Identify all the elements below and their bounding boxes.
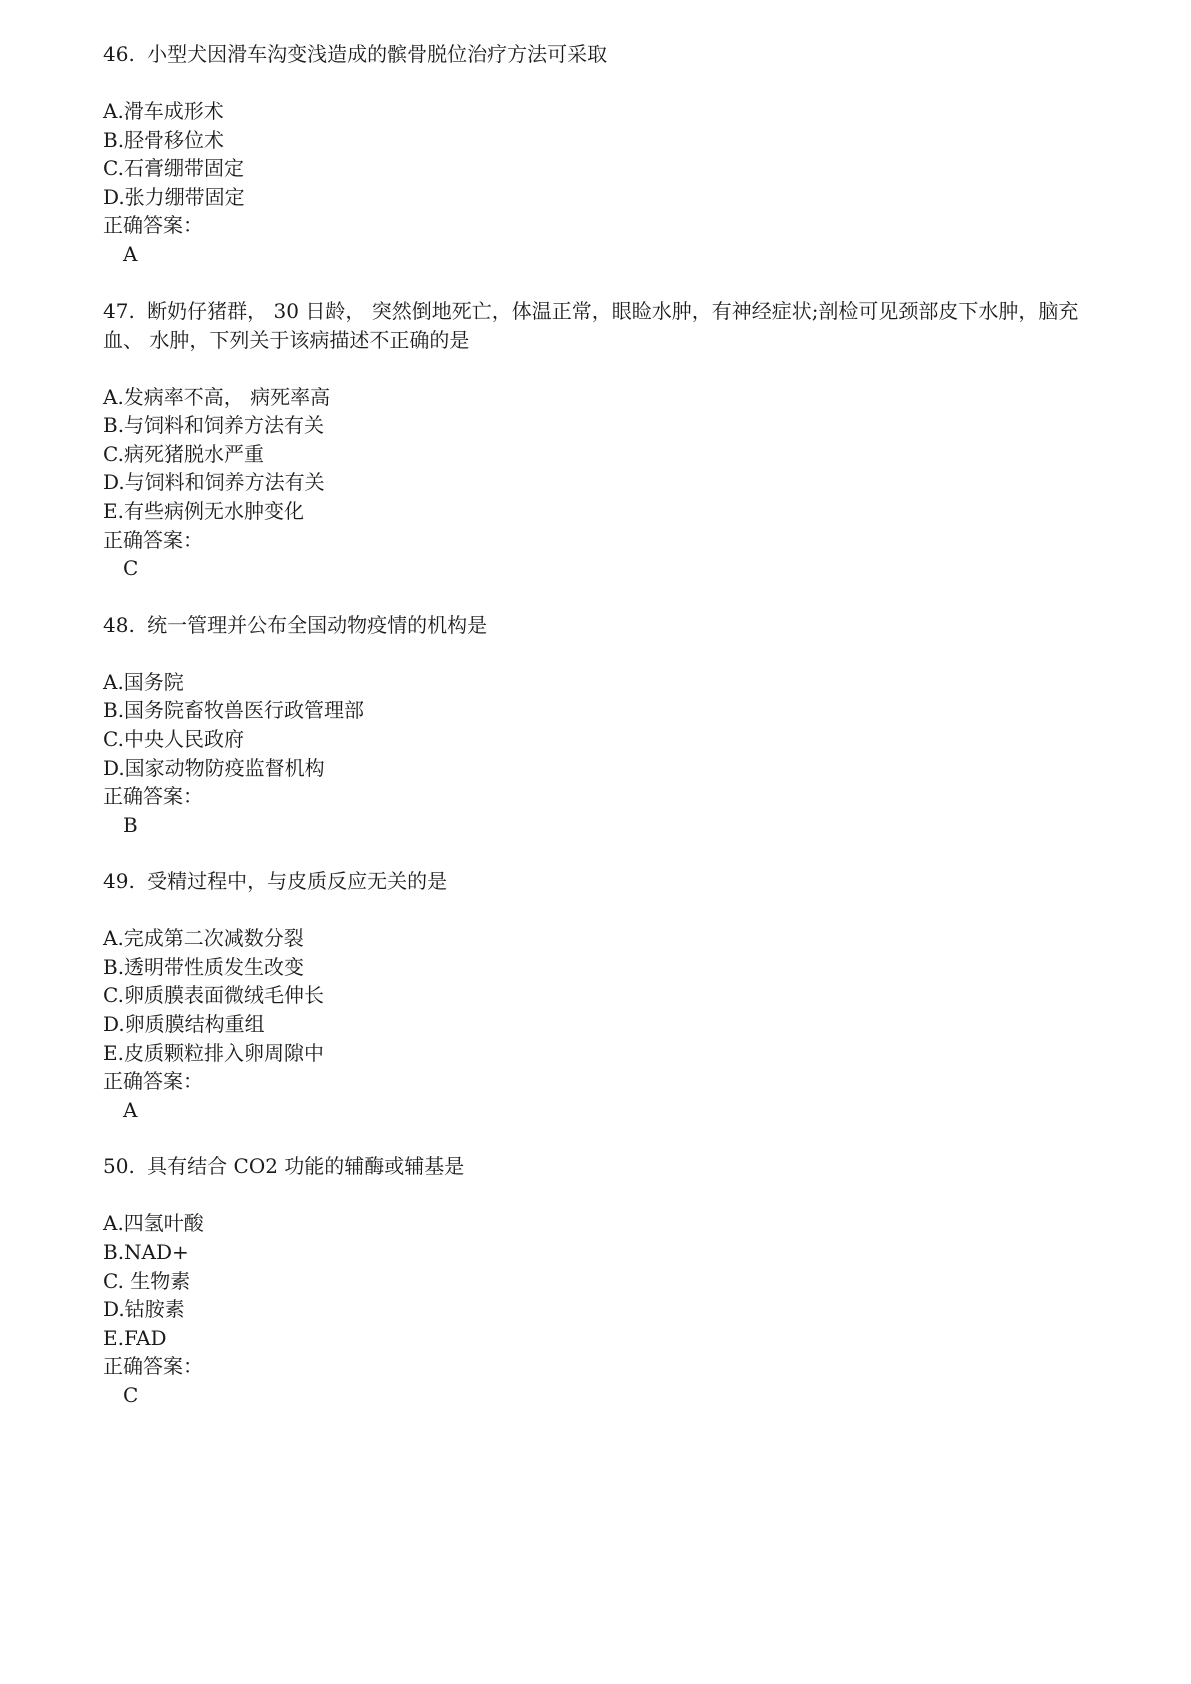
question-48 xyxy=(103,611,1103,840)
answer-label: 正确答案： xyxy=(103,1354,203,1379)
option-list xyxy=(103,1209,1103,1352)
option-d: D.钴胺素 xyxy=(103,1297,185,1322)
option-a: A.滑车成形术 xyxy=(103,99,224,123)
option-b: B.透明带性质发生改变 xyxy=(103,954,305,979)
option-c: C.石膏绷带固定 xyxy=(103,156,244,181)
question-46 xyxy=(103,40,1103,269)
option-a: A.四氢叶酸 xyxy=(103,1211,204,1236)
option-c: C. 生物素 xyxy=(103,1268,191,1293)
question-stem xyxy=(103,1152,1103,1181)
question-text: 具有结合 CO2 功能的辅酶或辅基是 xyxy=(147,1154,465,1179)
question-stem xyxy=(103,40,1103,69)
question-number: 49. xyxy=(103,869,135,894)
option-d: D.国家动物防疫监督机构 xyxy=(103,755,325,780)
question-number: 50. xyxy=(103,1154,135,1179)
answer-value: A xyxy=(123,241,138,266)
answer-label: 正确答案： xyxy=(103,527,203,552)
question-text: 断奶仔猪群， 30 日龄， 突然倒地死亡，体温正常，眼睑水肿，有神经症状;剖检可见颈部皮下水肿，脑充血、 水肿，下列关于该病描述不正确的是 xyxy=(103,298,1079,352)
option-list xyxy=(103,924,1103,1067)
question-stem xyxy=(103,611,1103,640)
option-list xyxy=(103,383,1103,526)
answer-value: C xyxy=(123,1383,139,1407)
question-49 xyxy=(103,867,1103,1124)
option-e: E.有些病例无水肿变化 xyxy=(103,498,304,523)
question-stem xyxy=(103,867,1103,896)
option-c: C.卵质膜表面微绒毛伸长 xyxy=(103,983,324,1008)
answer-label: 正确答案： xyxy=(103,213,203,238)
option-b: B.与饲料和饲养方法有关 xyxy=(103,413,325,438)
answer-value: A xyxy=(123,1097,138,1122)
question-stem xyxy=(103,297,1103,355)
option-a: A.发病率不高， 病死率高 xyxy=(103,384,331,409)
answer-label: 正确答案： xyxy=(103,1069,203,1094)
option-d: D.与饲料和饲养方法有关 xyxy=(103,470,325,495)
question-text: 统一管理并公布全国动物疫情的机构是 xyxy=(147,612,488,637)
option-a: A.国务院 xyxy=(103,669,184,694)
option-a: A.完成第二次减数分裂 xyxy=(103,926,304,951)
answer-label: 正确答案： xyxy=(103,784,203,809)
option-c: C.病死猪脱水严重 xyxy=(103,441,264,466)
option-b: B.胫骨移位术 xyxy=(103,127,225,152)
option-b: B.NAD+ xyxy=(103,1240,189,1265)
answer-value: B xyxy=(123,812,138,837)
question-number: 46. xyxy=(103,42,135,66)
document-page xyxy=(103,40,1103,1438)
question-text: 受精过程中，与皮质反应无关的是 xyxy=(147,869,448,894)
question-50 xyxy=(103,1152,1103,1409)
option-c: C.中央人民政府 xyxy=(103,726,244,751)
option-b: B.国务院畜牧兽医行政管理部 xyxy=(103,698,365,723)
option-e: E.FAD xyxy=(103,1325,167,1350)
option-list xyxy=(103,97,1103,211)
question-number: 48. xyxy=(103,612,135,637)
option-d: D.卵质膜结构重组 xyxy=(103,1012,265,1037)
question-47 xyxy=(103,297,1103,583)
answer-value: C xyxy=(123,556,139,581)
question-text: 小型犬因滑车沟变浅造成的髌骨脱位治疗方法可采取 xyxy=(147,42,608,66)
option-e: E.皮质颗粒排入卵周隙中 xyxy=(103,1040,324,1065)
option-d: D.张力绷带固定 xyxy=(103,184,245,209)
question-number: 47. xyxy=(103,298,135,323)
option-list xyxy=(103,668,1103,782)
